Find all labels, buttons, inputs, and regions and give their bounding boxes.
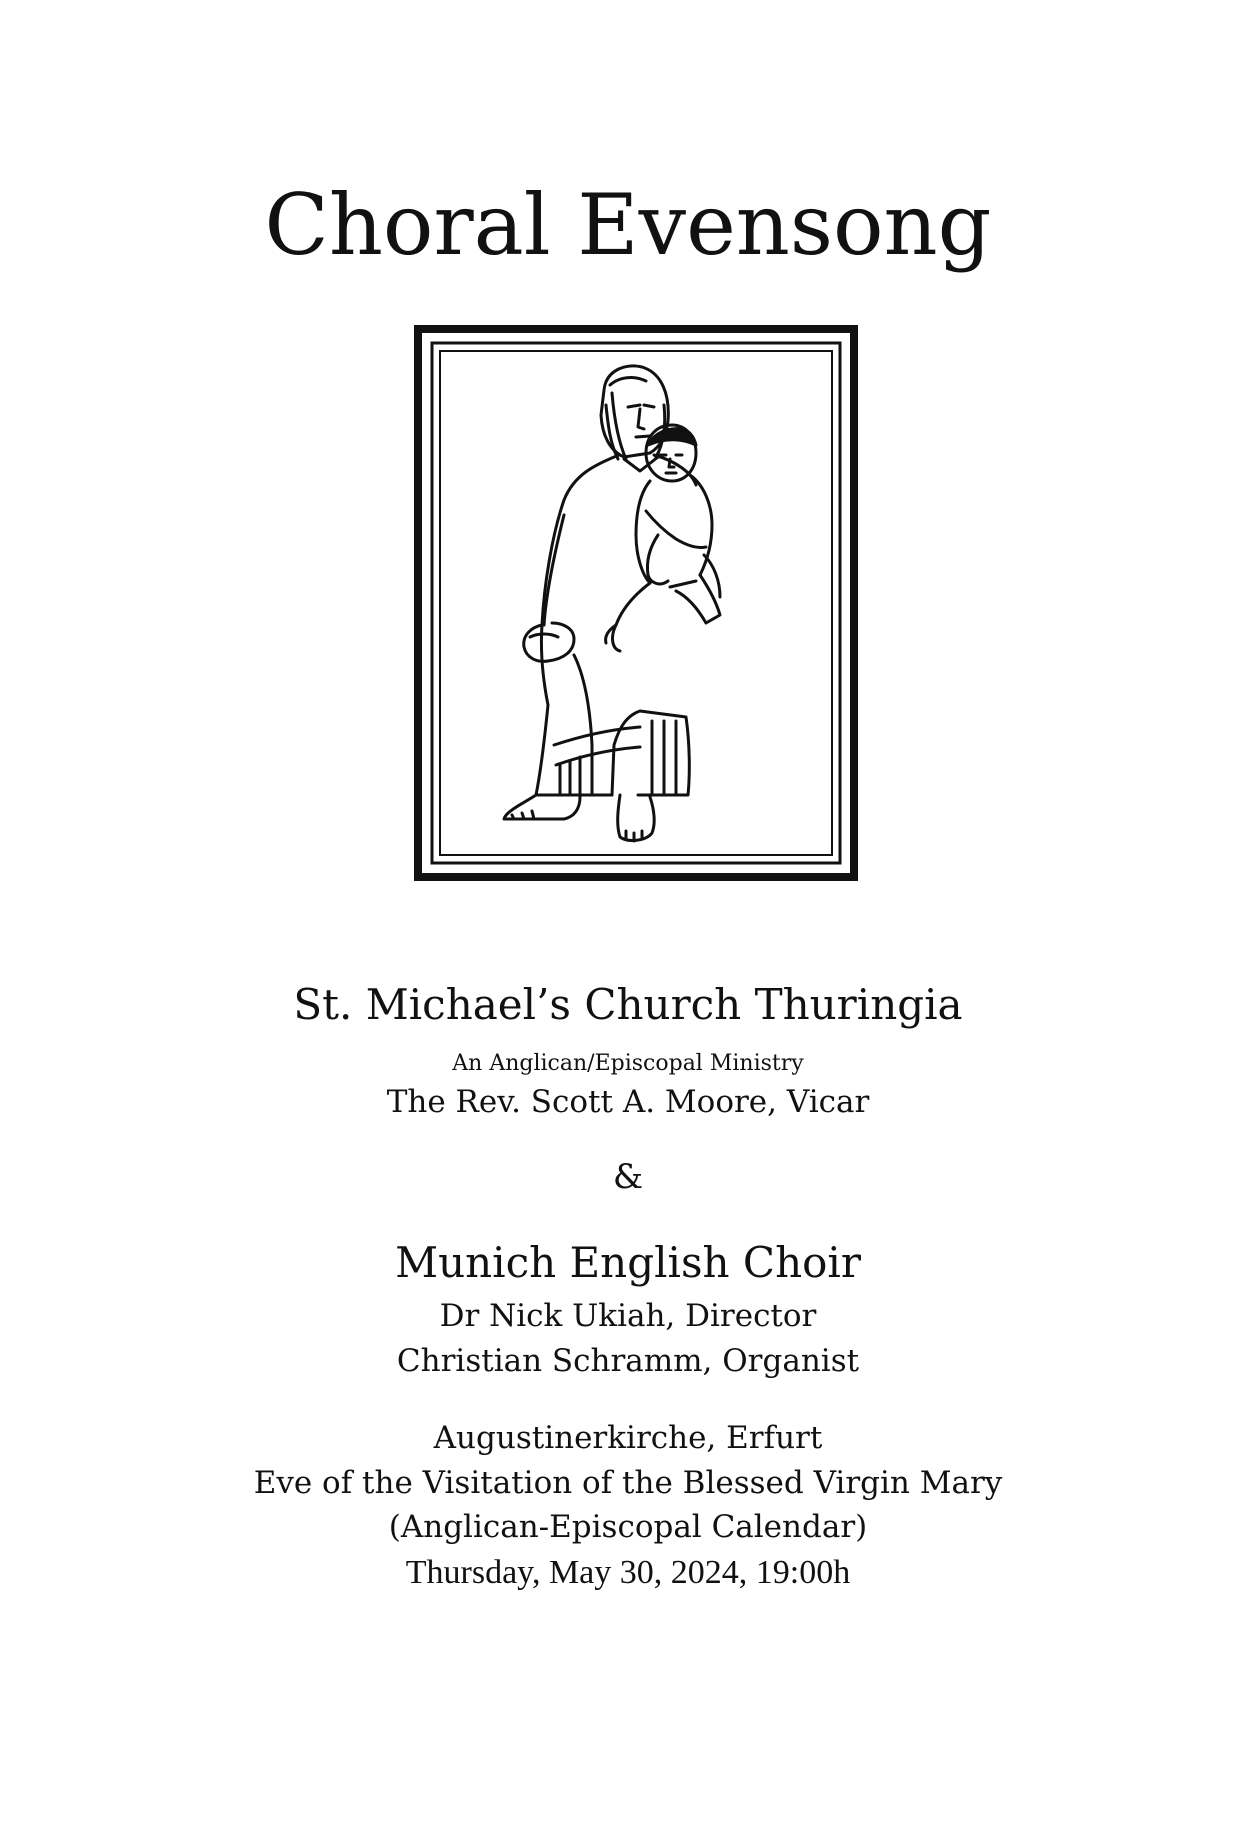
ampersand: &	[612, 1157, 644, 1197]
ministry-line: An Anglican/Episcopal Ministry	[452, 1051, 804, 1076]
church-name: St. Michael’s Church Thuringia	[293, 980, 963, 1029]
event-datetime: Thursday, May 30, 2024, 19:00h	[405, 1554, 851, 1591]
occasion-line: Eve of the Visitation of the Blessed Virgin Mary	[253, 1465, 1003, 1501]
director-line: Dr Nick Ukiah, Director	[439, 1298, 817, 1334]
choir-name: Munich English Choir	[395, 1238, 861, 1287]
vicar-line: The Rev. Scott A. Moore, Vicar	[386, 1084, 870, 1120]
calendar-line: (Anglican-Episcopal Calendar)	[388, 1509, 868, 1545]
organist-line: Christian Schramm, Organist	[396, 1343, 860, 1379]
page-title: Choral Evensong	[264, 176, 992, 274]
venue-line: Augustinerkirche, Erfurt	[433, 1420, 823, 1456]
madonna-and-child-illustration	[414, 325, 858, 881]
